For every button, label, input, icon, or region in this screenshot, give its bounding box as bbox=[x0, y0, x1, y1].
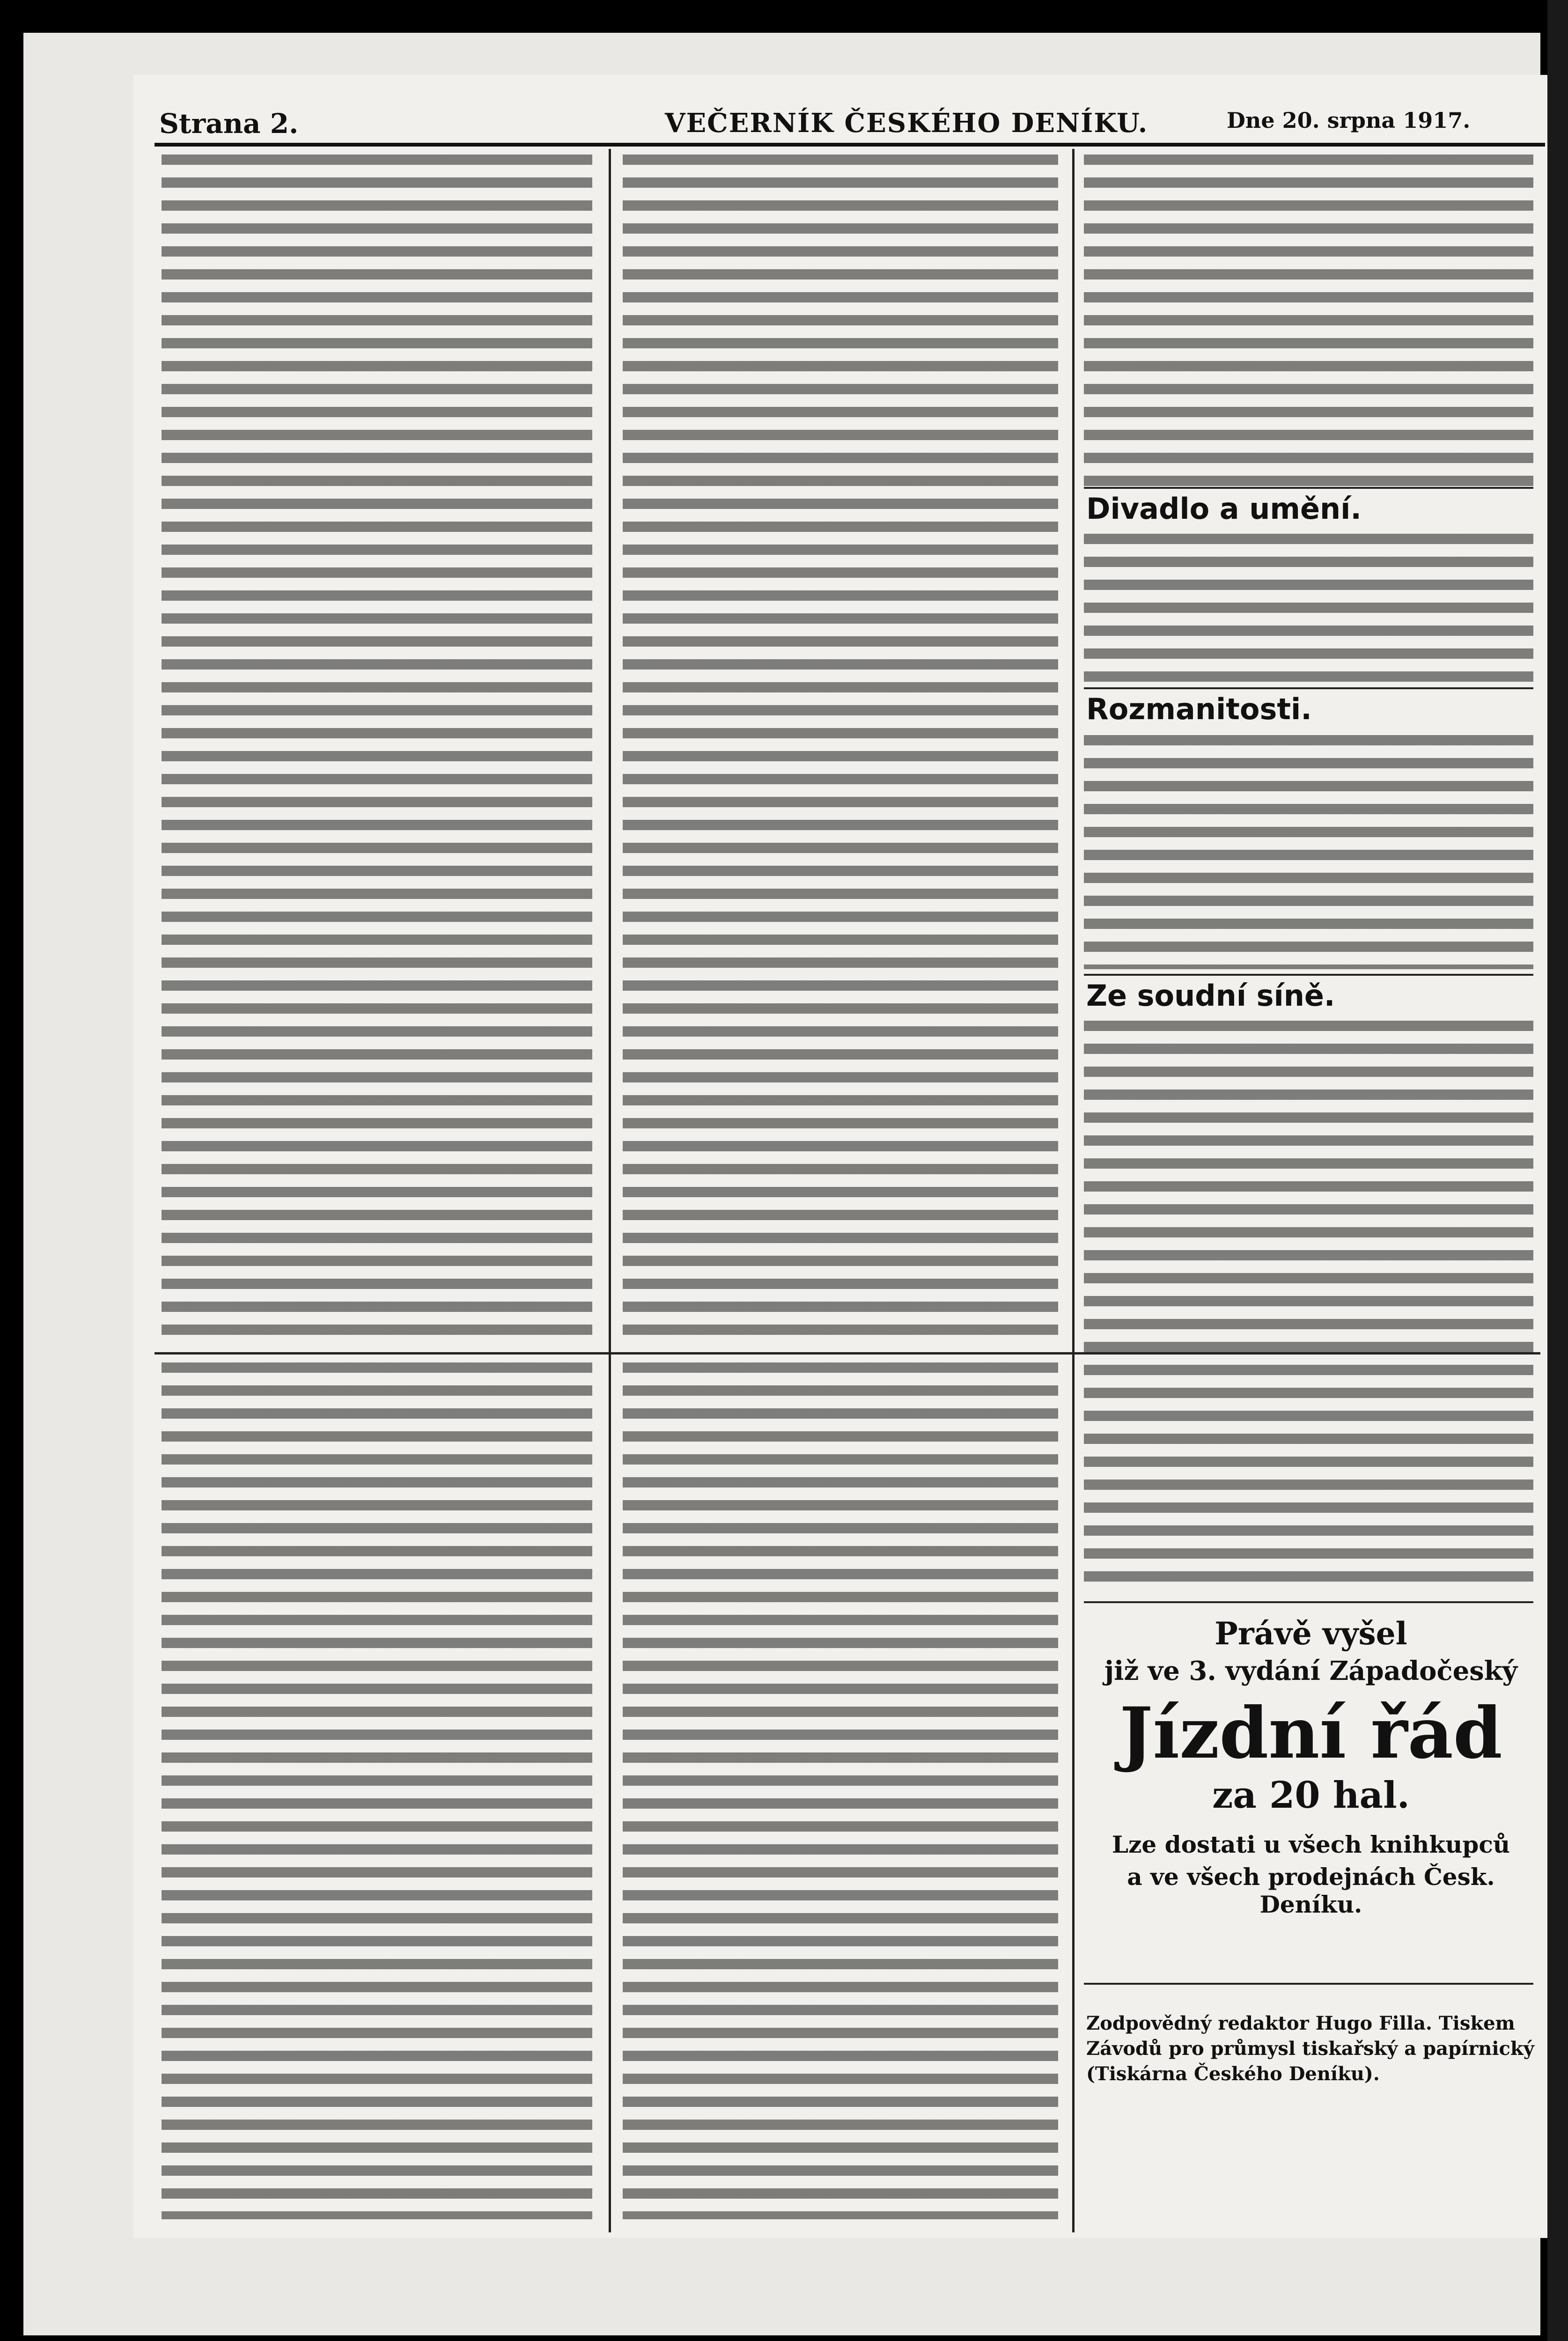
page-label: Strana 2. bbox=[159, 108, 299, 140]
page-edge bbox=[1547, 0, 1568, 2341]
article-misc bbox=[1084, 735, 1533, 969]
issue-date: Dne 20. srpna 1917. bbox=[1227, 108, 1471, 133]
newspaper-title: VEČERNÍK ČESKÉHO DENÍKU. bbox=[665, 108, 1148, 139]
section-heading-court: Ze soudní síně. bbox=[1086, 979, 1335, 1013]
section-heading-theatre: Divadlo a umění. bbox=[1086, 492, 1362, 526]
ad-line-6: a ve všech prodejnách Česk. Deníku. bbox=[1127, 1863, 1495, 1918]
column-rule bbox=[1072, 149, 1075, 2232]
ad-headline: Jízdní řád bbox=[1119, 1692, 1502, 1774]
imprint: Zodpovědný redaktor Hugo Filla. Tiskem Závodů pro průmysl tiskařský a papírnický (Tiskárna Českého Deníku). bbox=[1086, 2012, 1534, 2085]
section-rule bbox=[1084, 974, 1533, 976]
ad-line-2: již ve 3. vydání Západočeský bbox=[1104, 1656, 1518, 1686]
article-column-2 bbox=[623, 155, 1058, 1339]
header-rule bbox=[155, 143, 1545, 147]
ad-price: za 20 hal. bbox=[1212, 1774, 1410, 1817]
column-rule bbox=[609, 149, 611, 2232]
ad-line-5: Lze dostati u všech knihkupců bbox=[1112, 1831, 1510, 1858]
feuilleton-column-1 bbox=[162, 1362, 592, 2219]
article-column-3a bbox=[1084, 155, 1533, 492]
ad-border-top bbox=[1084, 1601, 1533, 1603]
advertisement-timetable bbox=[1086, 1611, 1536, 1966]
ad-line-1: Právě vyšel bbox=[1215, 1615, 1407, 1652]
section-rule bbox=[1084, 487, 1533, 489]
feuilleton-column-2 bbox=[623, 1362, 1058, 2219]
ad-border-bottom bbox=[1084, 1983, 1533, 1985]
section-rule bbox=[1084, 687, 1533, 689]
article-column-1 bbox=[162, 155, 592, 1339]
article-theatre bbox=[1084, 534, 1533, 684]
section-heading-misc: Rozmanitosti. bbox=[1086, 692, 1312, 726]
article-court bbox=[1084, 1021, 1533, 1592]
